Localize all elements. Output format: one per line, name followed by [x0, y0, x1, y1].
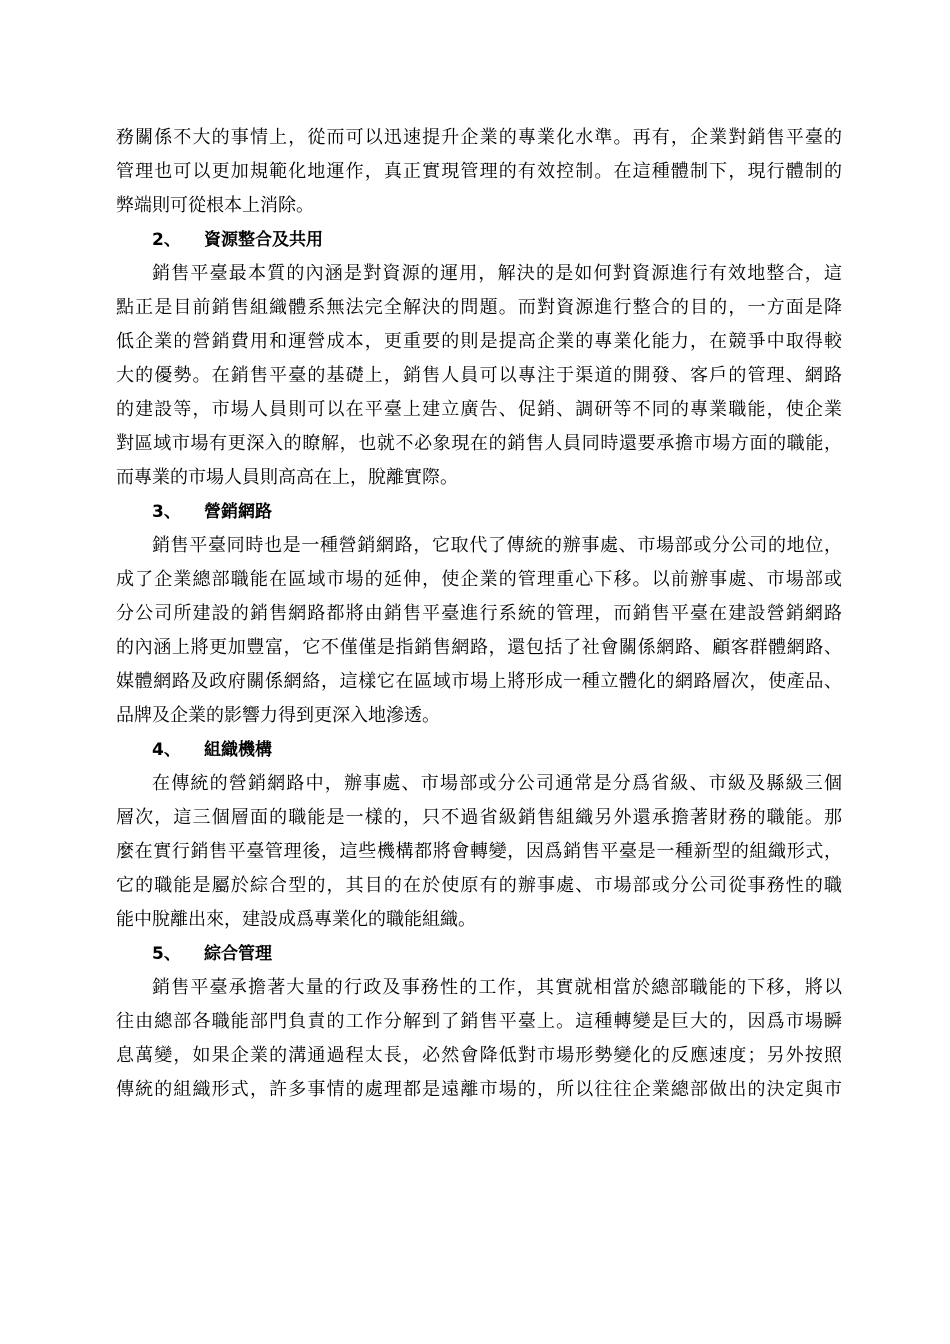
- body-line: 大的優勢。在銷售平臺的基礎上，銷售人員可以專注于渠道的開發、客戶的管理、網路: [116, 365, 842, 386]
- body-line: 務關係不大的事情上，從而可以迅速提升企業的專業化水準。再有，企業對銷售平臺的: [116, 127, 842, 148]
- body-line: 在傳統的營銷網路中，辦事處、市場部或分公司通常是分爲省級、市級及縣級三個: [152, 773, 842, 794]
- section-heading: [116, 223, 842, 257]
- body-line: 分公司所建設的銷售網路都將由銷售平臺進行系統的管理，而銷售平臺在建設營銷網路: [116, 603, 842, 624]
- body-line: 低企業的營銷費用和運營成本，更重要的則是提高企業的專業化能力，在競爭中取得較: [116, 331, 842, 352]
- section-heading: [116, 733, 842, 767]
- body-line: 而專業的市場人員則高高在上，脫離實際。: [116, 467, 458, 488]
- body-line: 它的職能是屬於綜合型的，其目的在於使原有的辦事處、市場部或分公司從事務性的職: [116, 875, 842, 896]
- section-title: 資源整合及共用: [204, 230, 323, 250]
- body-line: 銷售平臺最本質的內涵是對資源的運用，解決的是如何對資源進行有效地整合，這: [152, 263, 842, 284]
- section-title: 組織機構: [204, 740, 272, 760]
- body-line: 銷售平臺同時也是一種營銷網路，它取代了傳統的辦事處、市場部或分公司的地位，: [152, 535, 842, 556]
- body-line: 麼在實行銷售平臺管理後，這些機構都將會轉變，因爲銷售平臺是一種新型的組織形式，: [116, 841, 842, 862]
- section-heading: [116, 937, 842, 971]
- body-line: 的建設等，市場人員則可以在平臺上建立廣告、促銷、調研等不同的專業職能，使企業: [116, 399, 842, 420]
- document-body: [116, 121, 842, 1107]
- body-line: 對區域市場有更深入的瞭解，也就不必象現在的銷售人員同時還要承擔市場方面的職能，: [116, 433, 842, 454]
- body-line: 點正是目前銷售組織體系無法完全解決的問題。而對資源進行整合的目的，一方面是降: [116, 297, 842, 318]
- body-line: 管理也可以更加規範化地運作，真正實現管理的有效控制。在這種體制下，現行體制的: [116, 161, 842, 182]
- section-heading: [116, 495, 842, 529]
- body-line: 品牌及企業的影響力得到更深入地滲透。: [116, 705, 440, 726]
- body-line: 媒體網路及政府關係網絡，這樣它在區域市場上將形成一種立體化的網路層次，使產品、: [116, 671, 842, 692]
- body-line: 息萬變，如果企業的溝通過程太長，必然會降低對市場形勢變化的反應速度；另外按照: [116, 1045, 842, 1066]
- section-title: 營銷網路: [204, 502, 272, 522]
- section-number: 2、: [152, 230, 181, 250]
- body-line: 能中脫離出來，建設成爲專業化的職能組織。: [116, 909, 476, 930]
- section-number: 5、: [152, 944, 181, 964]
- body-line: 的內涵上將更加豐富，它不僅僅是指銷售網路，還包括了社會關係網路、顧客群體網路、: [116, 637, 842, 658]
- section-title: 綜合管理: [204, 944, 272, 964]
- body-line: 層次，這三個層面的職能是一樣的，只不過省級銷售組織另外還承擔著財務的職能。那: [116, 807, 842, 828]
- body-line: 弊端則可從根本上消除。: [116, 195, 314, 216]
- section-number: 3、: [152, 502, 181, 522]
- body-line: 成了企業總部職能在區域市場的延伸，使企業的管理重心下移。以前辦事處、市場部或: [116, 569, 842, 590]
- body-line: 傳統的組織形式，許多事情的處理都是遠離市場的，所以往往企業總部做出的決定與市: [116, 1079, 842, 1100]
- section-number: 4、: [152, 740, 181, 760]
- body-line: 往由總部各職能部門負責的工作分解到了銷售平臺上。這種轉變是巨大的，因爲市場瞬: [116, 1011, 842, 1032]
- body-line: 銷售平臺承擔著大量的行政及事務性的工作，其實就相當於總部職能的下移，將以: [152, 977, 842, 998]
